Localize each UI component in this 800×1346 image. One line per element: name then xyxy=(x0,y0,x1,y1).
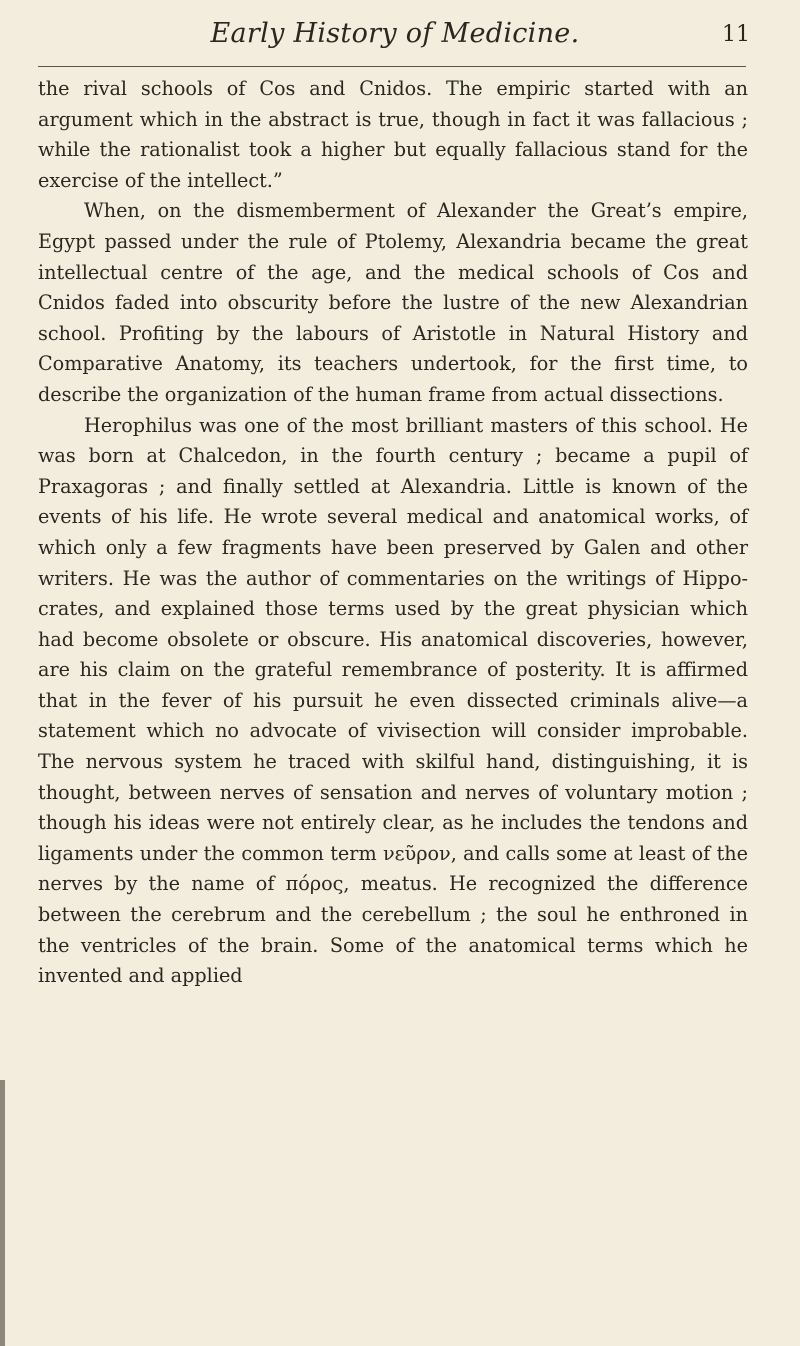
running-title: Early History of Medicine. xyxy=(210,18,580,49)
header-rule xyxy=(38,66,746,67)
paragraph-2: When, on the dismemberment of Alexander the Great’s empire, Egypt passed under the rule of Ptolemy, Alexandria became the great intellectual centre of the age, and the medical schools of Cos and Cnidos faded into obscurity before the lustre of the new Alexandrian school. Profiting by the labours of Aristotle in Natural History and Comparative Anatomy, its teachers undertook, for the first time, to describe the organization of the human frame from actual dissections. xyxy=(38,199,748,406)
paragraph-3: Herophilus was one of the most brilliant masters of this school. He was born at Chalcedon, in the fourth century ; became a pupil of Praxagoras ; and finally settled at Alexandria. Little is known of the events of his life. He wrote several medical and anatomical works, of which only a few fragments have been preserved by Galen and other writers. He was the author of commentaries on the writings of Hippocrates, and explained those terms used by the great physician which had become obsolete or obscure. His anatomical discoveries, however, are his claim on the grateful remembrance of posterity. It is affirmed that in the fever of his pursuit he even dissected criminals alive—a statement which no advocate of vivisection will consider improbable. The nervous system he traced with skilful hand, distinguishing, it is thought, between nerves of sensation and nerves of voluntary motion ; though his ideas were not entirely clear, as he includes the tendons and ligaments under the common term νεῦρον, and calls some at least of the nerves by the name of πόρος, meatus. He recognized the difference between the cerebrum and the cerebellum ; the soul he enthroned in the ventricles of the brain. Some of the anatomical terms which he invented and applied xyxy=(38,413,748,988)
binding-edge-shadow xyxy=(0,1080,5,1346)
page-number: 11 xyxy=(722,22,750,47)
page-header xyxy=(40,18,750,52)
paragraph-1: the rival schools of Cos and Cnidos. The empiric started with an argument which in the abstract is true, though in fact it was fallacious ; while the rationalist took a higher but equally fallacious stand for the exercise of the intellect.” xyxy=(38,77,748,192)
body-text xyxy=(38,74,748,992)
